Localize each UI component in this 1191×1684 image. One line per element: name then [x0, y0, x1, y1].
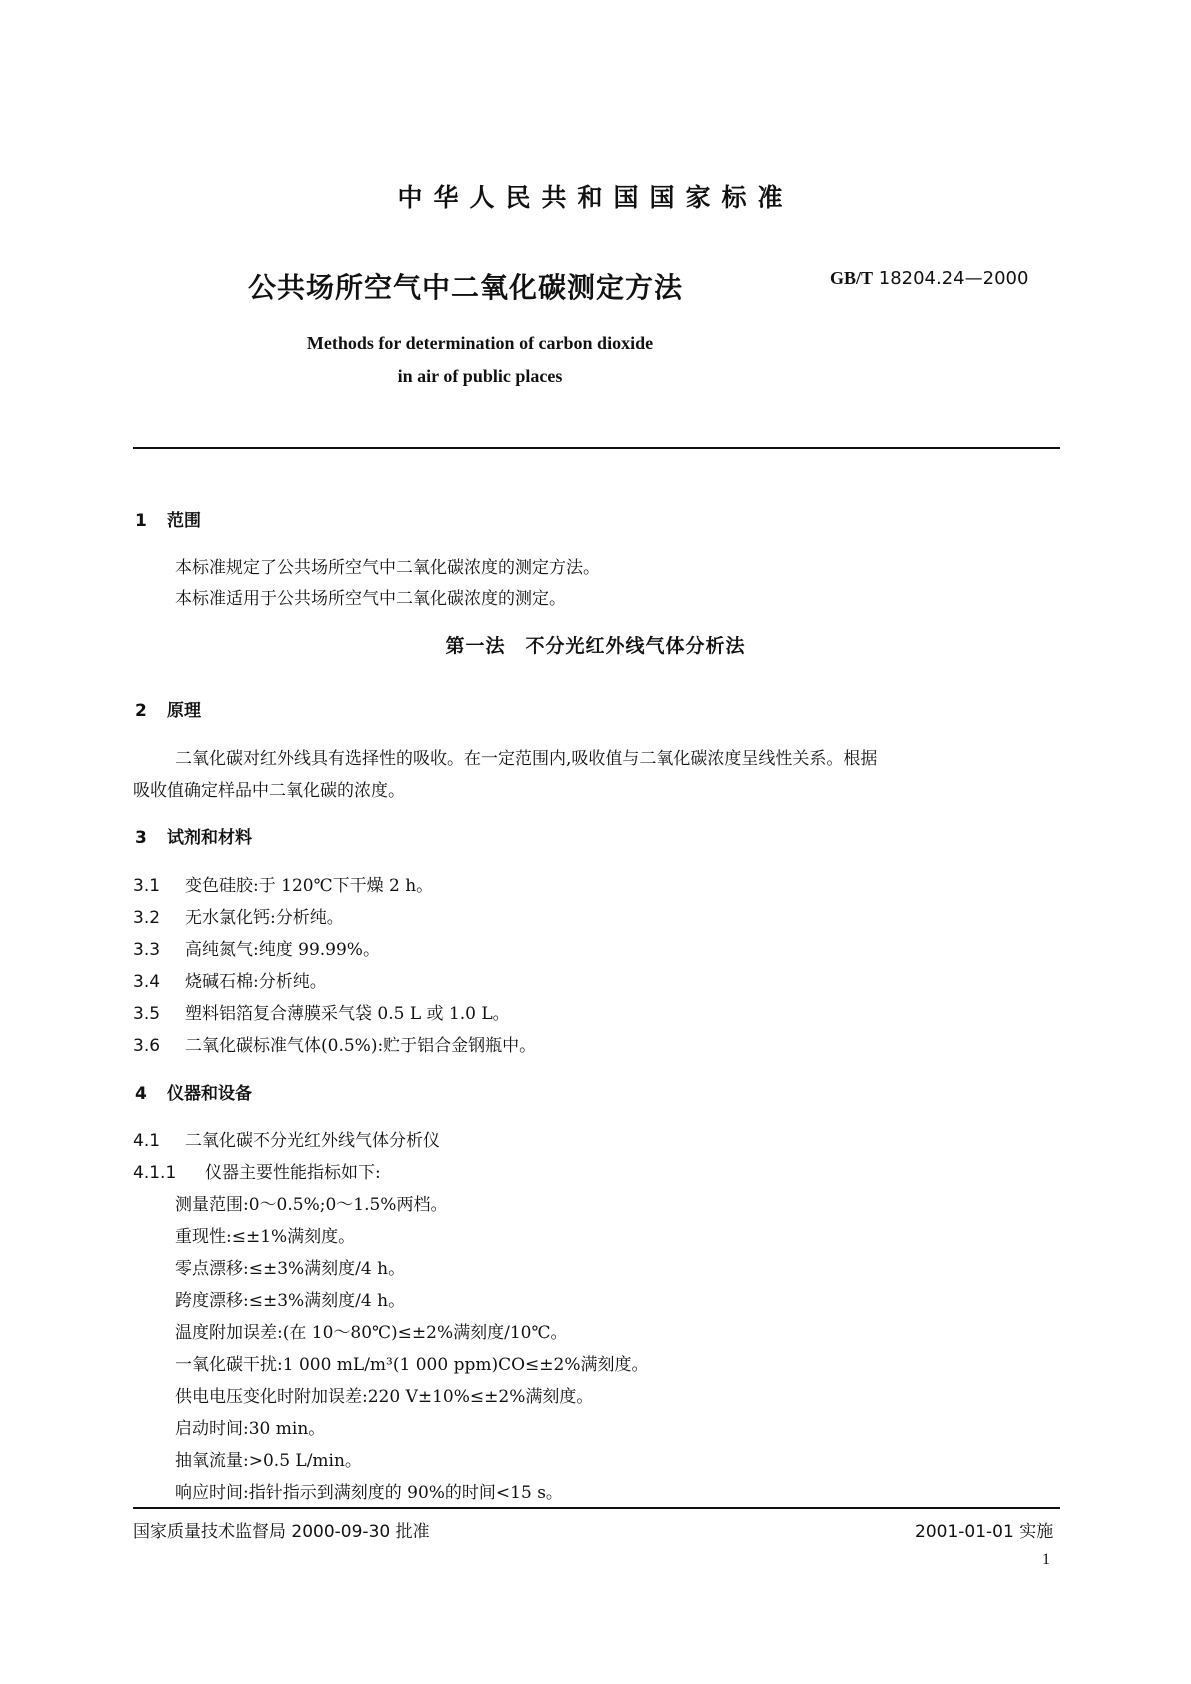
spec-line: 响应时间:指针指示到满刻度的 90%的时间<15 s。	[175, 1483, 563, 1503]
page-number: 1	[1042, 1551, 1050, 1568]
section-2-line-2: 吸收值确定样品中二氧化碳的浓度。	[133, 781, 405, 801]
section-3-title: 试剂和材料	[167, 828, 252, 848]
item-number: 3.5	[133, 1004, 161, 1024]
section-3-item	[133, 903, 344, 928]
national-standard-heading: 中华人民共和国国家标准	[397, 183, 794, 212]
standard-code	[830, 268, 1028, 289]
item-number: 4.1	[133, 1131, 161, 1151]
section-2-title: 原理	[167, 701, 201, 721]
section-3-heading	[135, 823, 252, 848]
standard-code-number: 18204.24—2000	[878, 268, 1029, 289]
section-4-item-4-1-1	[133, 1158, 381, 1183]
effective-date: 2001-01-01 实施	[915, 1522, 1054, 1542]
spec-line: 供电电压变化时附加误差:220 V±10%≤±2%满刻度。	[175, 1387, 594, 1407]
spec-line: 启动时间:30 min。	[175, 1419, 326, 1439]
section-2-number: 2	[135, 701, 147, 721]
spec-line: 重现性:≤±1%满刻度。	[175, 1227, 356, 1247]
document-title-en-line1: Methods for determination of carbon dioxide	[306, 333, 654, 353]
item-text: 烧碱石棉:分析纯。	[185, 972, 327, 992]
section-2-heading	[135, 696, 201, 721]
header-divider	[133, 447, 1060, 449]
section-2-line-1: 二氧化碳对红外线具有选择性的吸收。在一定范围内,吸收值与二氧化碳浓度呈线性关系。根据	[175, 749, 878, 769]
section-3-item	[133, 871, 433, 896]
spec-line: 一氧化碳干扰:1 000 mL/m³(1 000 ppm)CO≤±2%满刻度。	[175, 1355, 649, 1375]
section-4-number: 4	[135, 1084, 147, 1104]
section-1-title: 范围	[167, 511, 201, 531]
spec-line: 跨度漂移:≤±3%满刻度/4 h。	[175, 1291, 406, 1311]
section-1-number: 1	[135, 511, 147, 531]
section-4-item-4-1	[133, 1126, 440, 1151]
section-1-para-2: 本标准适用于公共场所空气中二氧化碳浓度的测定。	[175, 589, 566, 609]
item-text: 二氧化碳不分光红外线气体分析仪	[185, 1131, 440, 1151]
item-text: 二氧化碳标准气体(0.5%):贮于铝合金钢瓶中。	[185, 1036, 537, 1056]
item-number: 3.4	[133, 972, 161, 992]
section-3-number: 3	[135, 828, 147, 848]
footer-divider	[133, 1507, 1060, 1509]
approval-statement: 国家质量技术监督局 2000-09-30 批准	[133, 1522, 430, 1542]
item-text: 高纯氮气:纯度 99.99%。	[185, 940, 380, 960]
item-number: 3.3	[133, 940, 161, 960]
standard-code-prefix: GB/T	[830, 268, 874, 288]
spec-line: 零点漂移:≤±3%满刻度/4 h。	[175, 1259, 406, 1279]
section-1-para-1: 本标准规定了公共场所空气中二氧化碳浓度的测定方法。	[175, 558, 600, 578]
document-title-en-line2: in air of public places	[397, 366, 563, 386]
item-number: 4.1.1	[133, 1163, 177, 1183]
spec-line: 温度附加误差:(在 10～80℃)≤±2%满刻度/10℃。	[175, 1323, 568, 1343]
section-3-item	[133, 1031, 536, 1056]
section-3-item	[133, 967, 327, 992]
item-text: 仪器主要性能指标如下:	[205, 1163, 381, 1183]
section-4-title: 仪器和设备	[167, 1084, 252, 1104]
spec-line: 测量范围:0～0.5%;0～1.5%两档。	[175, 1195, 448, 1215]
section-3-item	[133, 935, 380, 960]
item-text: 无水氯化钙:分析纯。	[185, 908, 344, 928]
item-text: 变色硅胶:于 120℃下干燥 2 h。	[185, 876, 434, 896]
spec-line: 抽氧流量:>0.5 L/min。	[175, 1451, 362, 1471]
section-4-heading	[135, 1079, 252, 1104]
document-title-cn: 公共场所空气中二氧化碳测定方法	[248, 271, 684, 304]
item-text: 塑料铝箔复合薄膜采气袋 0.5 L 或 1.0 L。	[185, 1004, 510, 1024]
item-number: 3.2	[133, 908, 161, 928]
section-1-heading	[135, 506, 201, 531]
item-number: 3.1	[133, 876, 161, 896]
method-title: 第一法 不分光红外线气体分析法	[445, 635, 746, 657]
item-number: 3.6	[133, 1036, 161, 1056]
section-3-item	[133, 999, 510, 1024]
